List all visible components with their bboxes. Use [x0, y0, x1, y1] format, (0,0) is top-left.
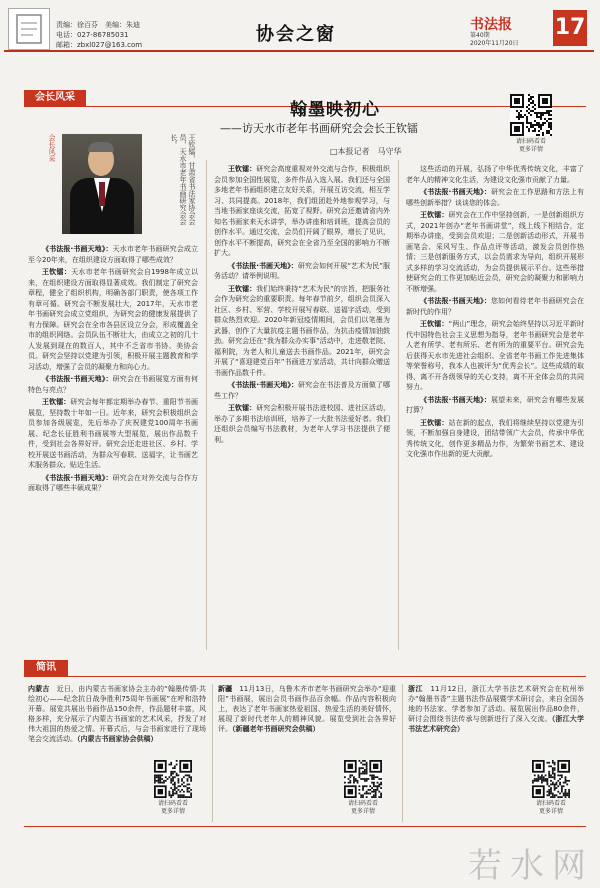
column-divider-2 — [398, 160, 399, 650]
email-line: 邮箱：zbxl027@163.com — [56, 41, 143, 49]
brief-text: 11月12日，浙江大学书法艺术研究会在杭州举办“翰墨书香”主题书法作品展暨学术研讨会，来自全国各地的书法家、学者参加了活动。展览展出作品80余件，研讨会围绕书法传承与创新进行了深入交流。 — [408, 685, 584, 723]
portrait-tie — [99, 182, 105, 206]
article-byline: □本报记者 马守华 — [330, 147, 402, 156]
speaker-label: 王钦镭： — [228, 404, 257, 412]
photo-caption: 王钦镭，甘肃省书法家协会会员，天水市老年书画研究会会长。 — [170, 134, 196, 225]
paragraph-text: 研究会在工作中坚持创新，一是创新组织方式，2021年创办“老年书画讲堂”，线上线下相结合，定期举办讲座，受到会员欢迎；二是创新活动形式，开展书画笔会、采风写生、作品点评等活动，激发会员创作热情；三是创新服务方式，以会员需求为导向，组织开展形式多样的学习交流活动，为会员提供展示平台。这些举措使研究会的工作更加贴近会员，研究会的凝聚力和影响力不断增强。 — [406, 211, 584, 293]
paragraph-text: 我们始终秉持“艺术为民”的宗旨，把服务社会作为研究会的重要职责。每年春节前夕，组织会员深入社区、乡村、军营、学校开展写春联、送福字活动，受到群众热烈欢迎。2020年新冠疫情期间，会员们以笔墨为武器，创作了大量抗疫主题书画作品，为抗击疫情加油鼓劲。研究会还在“我为群众办实事”活动中，走进敬老院、福利院，为老人和儿童送去书画作品。2021年，研究会开展了“喜迎建党百年”书画进万家活动，共计向群众赠送书画作品数千件。 — [214, 284, 390, 377]
paragraph — [406, 319, 584, 393]
column-divider-1 — [206, 160, 207, 650]
paragraph-text: 研究会在对外交流与合作方面取得了哪些丰硕成果？ — [28, 473, 198, 492]
editor-line: 责编：徐百芬 美编：朱迪 — [56, 21, 140, 29]
issue-date: 2020年11月20日 — [470, 40, 519, 47]
brief-region: 浙江 — [408, 685, 431, 693]
qr-caption-line: 请扫码看看 — [157, 800, 188, 807]
paragraph-text: 研究会如何开展“艺术为民”服务活动？请举例说明。 — [214, 261, 390, 280]
brief-divider-1 — [212, 684, 213, 822]
section-title: 协会之窗 — [256, 24, 336, 45]
speaker-label: 王钦镭： — [42, 398, 71, 406]
article-qr-code[interactable] — [510, 94, 552, 136]
brief-source: （新疆老年书画研究会供稿） — [232, 725, 320, 733]
speaker-label: 王钦镭： — [420, 418, 449, 427]
paragraph-text: 研究会高度重视对外交流与合作，积极组织会员参加全国性展览，多件作品入选入展。我们还与全国多地老年书画组织建立友好关系，开展互访交流，相互学习、共同提高。2018年，我们组团赴外地参观学习，与当地书画家座谈交流，拓宽了视野。研究会还邀请省内外知名书画家来天水讲学，举办讲座和培训班，提高会员的创作水平。通过交流，会员们开阔了眼界，增长了见识，创作水平不断提高，研究会在全省乃至全国的影响力不断扩大。 — [214, 165, 390, 257]
speaker-label: 《书法报·书画天地》： — [228, 261, 298, 270]
article-column-1 — [28, 244, 198, 648]
paragraph — [28, 374, 198, 395]
briefs-divider — [24, 676, 586, 677]
portrait-hair — [88, 142, 114, 152]
portrait-photo — [62, 134, 142, 234]
brief-source: （浙江大学书法艺术研究会） — [408, 715, 584, 733]
watermark: 若水网 — [468, 846, 594, 886]
speaker-label: 《书法报·书画天地》： — [42, 245, 113, 253]
qr-caption-line: 请扫码看看 — [515, 138, 546, 145]
brief-qr-code-2[interactable] — [344, 760, 382, 798]
paragraph-text: 站在新的起点，我们将继续坚持以党建为引领，不断加强自身建设，团结带领广大会员，传承中华优秀传统文化，创作更多精品力作，为繁荣书画艺术、建设文化强市作出新的更大贡献。 — [406, 418, 584, 458]
speaker-label: 王钦镭： — [228, 165, 257, 173]
column-icon — [8, 8, 50, 50]
paragraph — [214, 284, 390, 379]
qr-caption-line: 更多详情 — [538, 808, 563, 815]
page-header — [0, 0, 600, 66]
speaker-label: 王钦镭： — [42, 268, 72, 276]
article-column-3 — [406, 164, 584, 648]
paragraph — [214, 164, 390, 259]
paragraph — [406, 395, 584, 416]
paragraph — [214, 380, 390, 401]
paragraph-text: 研究会在工作思路和方法上有哪些创新举措？谈谈您的体会。 — [406, 188, 584, 207]
brief-qr-code-1[interactable] — [154, 760, 192, 798]
speaker-label: 《书法报·书画天地》： — [228, 381, 299, 389]
speaker-label: 《书法报·书画天地》： — [420, 297, 491, 305]
photo-side-tag: 会长风采 — [48, 134, 56, 162]
qr-caption-line: 更多详情 — [518, 146, 543, 153]
paragraph — [406, 418, 584, 460]
phone-line: 电话：027-86785031 — [56, 31, 129, 39]
header-divider — [4, 50, 594, 52]
paragraph-text: 天水市老年书画研究会自1998年成立以来，在组织建设方面取得显著成效。我们制定了研究会章程，健全了组织机构，明确各部门职责，使各项工作有章可循。研究会不断发展壮大，2017年，天水市老年书画研究会成立党组织，为研究会的健康发展提供了有力保障。研究会在全市各县区设立分会，形成覆盖全市的组织网络。会员队伍不断壮大，由成立之初的几十人发展到现在的数百人，其中不乏省市书协、美协会员。研究会坚持以党建为引领，积极开展主题教育和学习活动，增强了会员的凝聚力和向心力。 — [28, 268, 198, 371]
brief-text: 近日，由内蒙古书画家协会主办的“翰墨传情·共绘初心——纪念抗日战争胜利75周年书画展”在呼和浩特开幕。展览共展出书画作品150余件，作品题材丰富，风格多样，充分展示了内蒙古书画家的艺术风采，抒发了对伟大祖国的热爱之情。开幕式后，与会书画家进行了现场笔会交流活动。 — [28, 685, 206, 743]
briefs-tag: 简讯 — [24, 660, 68, 676]
brief-qr-code-3[interactable] — [532, 760, 570, 798]
brief-text: 11月13日，乌鲁木齐市老年书画研究会举办“迎重阳”书画展，展出会员书画作品百余幅。作品内容积极向上，表达了老年书画家热爱祖国、热爱生活的美好情怀，展现了新时代老年人的精神风貌。展览受到社会各界好评。 — [218, 685, 396, 733]
paragraph-text: 您如何看待老年书画研究会在新时代的作用？ — [406, 297, 584, 316]
qr-caption-line: 更多详情 — [350, 808, 375, 815]
brief-divider-2 — [402, 684, 403, 822]
brief-region: 内蒙古 — [28, 685, 57, 693]
brief-region: 新疆 — [218, 685, 240, 693]
paragraph — [28, 473, 198, 494]
paragraph-text: 展望未来，研究会有哪些发展打算？ — [406, 395, 584, 414]
qr-code-icon — [532, 760, 570, 798]
paragraph-text: 研究会积极开展书法进校园、进社区活动，举办了多期书法培训班，培养了一大批书法爱好者。我们还组织会员编写书法教材，为老年人学习书法提供了便利。 — [214, 404, 390, 444]
paragraph — [406, 187, 584, 208]
paragraph-text: 天水市老年书画研究会成立至今20年来，在组织建设方面取得了哪些成效？ — [28, 245, 198, 264]
paragraph — [28, 244, 198, 265]
article-qr-caption — [500, 138, 562, 154]
paragraph — [406, 210, 584, 294]
qr-code-icon — [154, 760, 192, 798]
article-subtitle: ——访天水市老年书画研究会会长王钦镭 — [220, 122, 418, 135]
brief-source: （内蒙古书画家协会供稿） — [77, 735, 158, 743]
bottom-divider — [24, 826, 586, 827]
brief-qr-caption-1 — [148, 800, 198, 816]
paragraph — [406, 164, 584, 185]
paragraph-text: 研究会每年都定期举办春节、重阳节书画展览，坚持数十年如一日。近年来，研究会积极组织会员参加各级展览，先后举办了庆祝建党100周年书画展、纪念长征胜利书画展等大型展览，展出作品数千件，受到社会各界好评。研究会还走进社区、乡村、学校开展送书画活动，为群众写春联、送福字，让书画艺术服务群众、贴近生活。 — [28, 398, 198, 469]
speaker-label: 《书法报·书画天地》： — [420, 188, 491, 196]
page-number: 17 — [553, 10, 587, 46]
qr-caption-line: 请扫码看看 — [347, 800, 378, 807]
qr-code-icon — [510, 94, 552, 136]
column-tag: 会长风采 — [24, 90, 86, 106]
brief-qr-caption-2 — [338, 800, 388, 816]
paragraph — [28, 397, 198, 471]
paragraph-text: 研究会在书画展览方面有何特色与亮点？ — [28, 375, 198, 394]
paragraph-text: 研究会在书法普及方面做了哪些工作？ — [214, 381, 390, 400]
issue-number: 第40期 — [470, 32, 490, 39]
paragraph — [214, 261, 390, 282]
article-column-2 — [214, 164, 390, 648]
paper-logo: 书法报 — [470, 17, 512, 33]
paragraph — [214, 403, 390, 445]
speaker-label: 王钦镭： — [228, 284, 257, 293]
qr-caption-line: 更多详情 — [160, 808, 185, 815]
speaker-label: 王钦镭： — [420, 320, 449, 328]
paragraph — [406, 296, 584, 317]
paragraph-text: 这些活动的开展，弘扬了中华优秀传统文化，丰富了老年人的精神文化生活，为建设文化强市贡献了力量。 — [406, 165, 584, 184]
speaker-label: 王钦镭： — [420, 211, 449, 219]
speaker-label: 《书法报·书画天地》： — [420, 395, 491, 404]
editor-contacts — [56, 20, 142, 50]
speaker-label: 《书法报·书画天地》： — [42, 473, 113, 482]
brief-qr-caption-3 — [526, 800, 576, 816]
paper-meta — [470, 32, 519, 48]
qr-caption-line: 请扫码看看 — [535, 800, 566, 807]
article-title: 翰墨映初心 — [290, 100, 380, 120]
qr-code-icon — [344, 760, 382, 798]
paragraph-text: “两山”理念，研究会始终坚持以习近平新时代中国特色社会主义思想为指导，老年书画研究会是老年人老有所学、老有所乐、老有所为的重要平台。研究会先后获得天水市先进社会组织、全省老年书画工作先进集体等荣誉称号，我本人也被评为“优秀会长”。这些成绩的取得，离不开各级领导的关心支持，离不开全体会员的共同努力。 — [406, 320, 584, 391]
paragraph — [28, 267, 198, 372]
speaker-label: 《书法报·书画天地》： — [42, 375, 113, 383]
